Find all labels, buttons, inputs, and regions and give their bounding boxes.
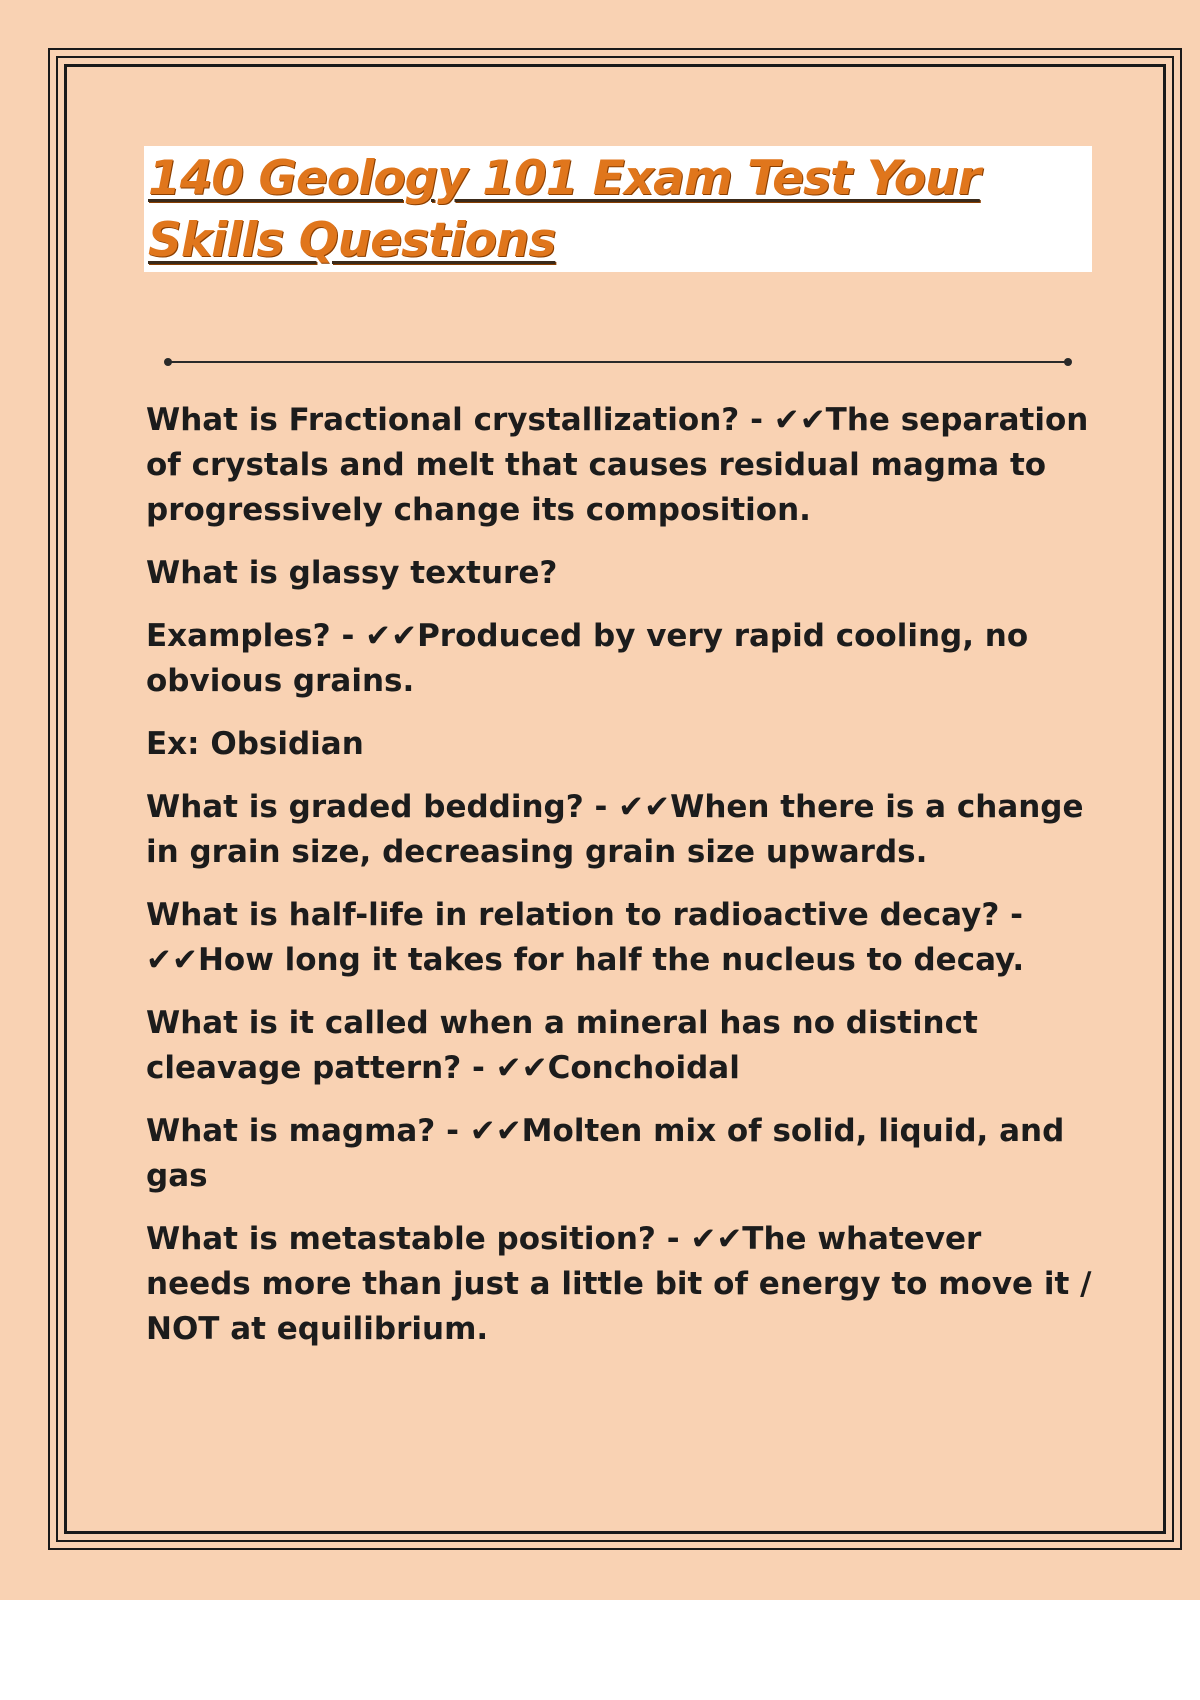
question-paragraph: What is it called when a mineral has no distinct cleavage pattern? - ✔✔Conchoidal xyxy=(146,1005,989,1086)
document-title: 140 Geology 101 Exam Test Your Skills Questions xyxy=(148,151,980,268)
question-paragraph: What is magma? - ✔✔Molten mix of solid, liquid, and gas xyxy=(146,1113,1076,1194)
question-paragraph: Ex: Obsidian xyxy=(146,726,364,762)
question-paragraph: Examples? - ✔✔Produced by very rapid cooling, no obvious grains. xyxy=(146,618,1039,699)
question-paragraph: What is glassy texture? xyxy=(146,555,558,591)
question-paragraph: What is Fractional crystallization? - ✔✔The separation of crystals and melt that causes residual magma to progressively change its composition. xyxy=(146,402,1100,528)
divider-endpoint-right xyxy=(1064,358,1072,366)
section-divider xyxy=(168,361,1068,363)
question-paragraph: What is half-life in relation to radioactive decay? - ✔✔How long it takes for half the nucleus to decay. xyxy=(146,897,1034,978)
question-paragraph: What is graded bedding? - ✔✔When there is a change in grain size, decreasing grain size upwards. xyxy=(146,789,1095,870)
divider-endpoint-left xyxy=(164,358,172,366)
question-paragraph: What is metastable position? - ✔✔The whatever needs more than just a little bit of energy to move it / NOT at equilibrium. xyxy=(146,1221,1103,1347)
question-list xyxy=(146,398,1103,1370)
